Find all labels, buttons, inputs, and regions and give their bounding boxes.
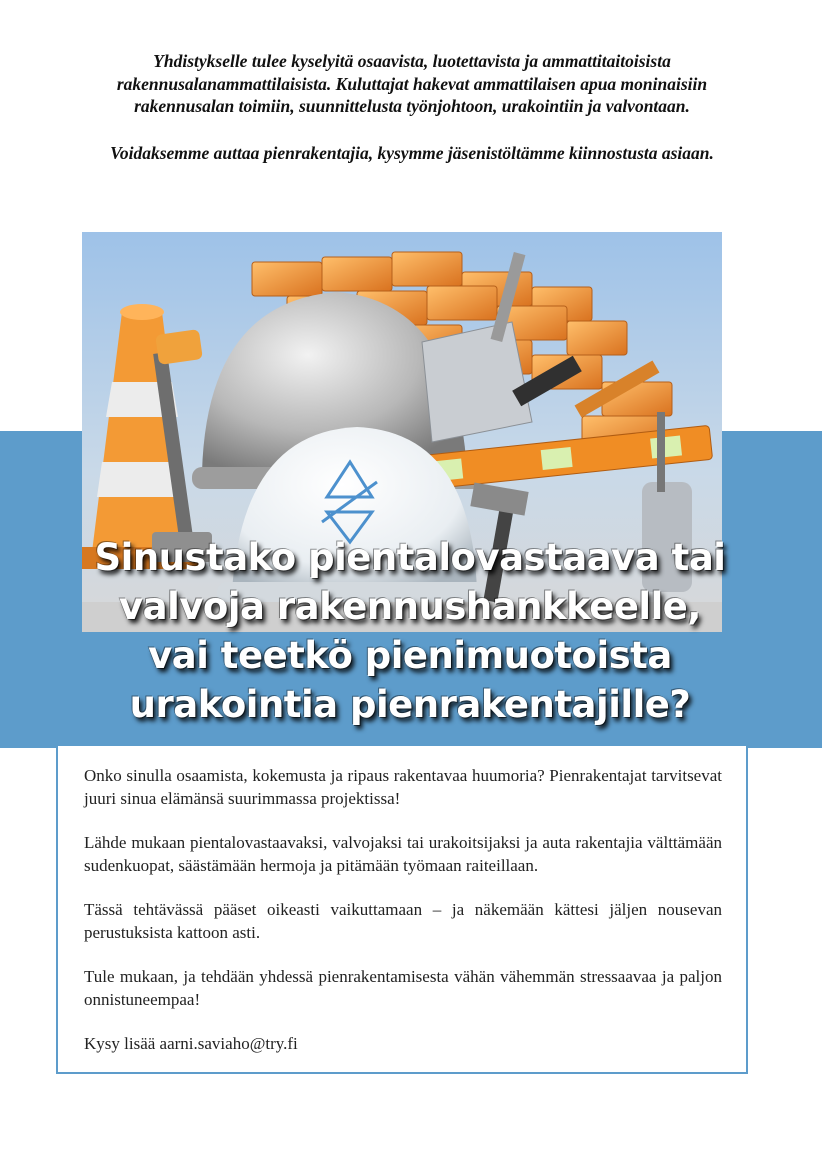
intro-paragraph-2: Voidaksemme auttaa pienrakentajia, kysymme jäsenistöltämme kiinnostusta asiaan. [110, 142, 714, 163]
intro-text [82, 50, 742, 188]
headline-line-3: vai teetkö pienimuotoista [148, 634, 672, 677]
body-paragraph-2: Lähde mukaan pientalovastaavaksi, valvojaksi tai urakoitsijaksi ja auta rakentajia välttämään sudenkuopat, säästämään hermoja ja pitämään työmaan raiteillaan. [84, 833, 722, 875]
contact-line: Kysy lisää aarni.saviaho@try.fi [84, 1034, 298, 1053]
body-paragraph-3: Tässä tehtävässä pääset oikeasti vaikuttamaan – ja näkemään kättesi jäljen nousevan perustuksista kattoon asti. [84, 900, 722, 942]
body-paragraph-4: Tule mukaan, ja tehdään yhdessä pienrakentamisesta vähän vähemmän stressaavaa ja paljon onnistuneempaa! [84, 967, 722, 1009]
headline [50, 533, 770, 729]
headline-line-2: valvoja rakennushankkeelle, [119, 585, 701, 628]
headline-line-1: Sinustako pientalovastaava tai [94, 536, 726, 579]
intro-paragraph-1: Yhdistykselle tulee kyselyitä osaavista, luotettavista ja ammattitaitoisista rakennusalanammattilaisista. Kuluttajat hakevat ammattilaisen apua moninaisiin rakennusalan toimiin, suunnittelusta työnjohtoon, urakointiin ja valvontaan. [116, 51, 708, 116]
body-text [84, 765, 722, 1078]
body-paragraph-1: Onko sinulla osaamista, kokemusta ja ripaus rakentavaa huumoria? Pienrakentajat tarvitsevat juuri sinua elämänsä suurimmassa projektissa! [84, 766, 722, 808]
headline-line-4: urakointia pienrakentajille? [129, 683, 691, 726]
